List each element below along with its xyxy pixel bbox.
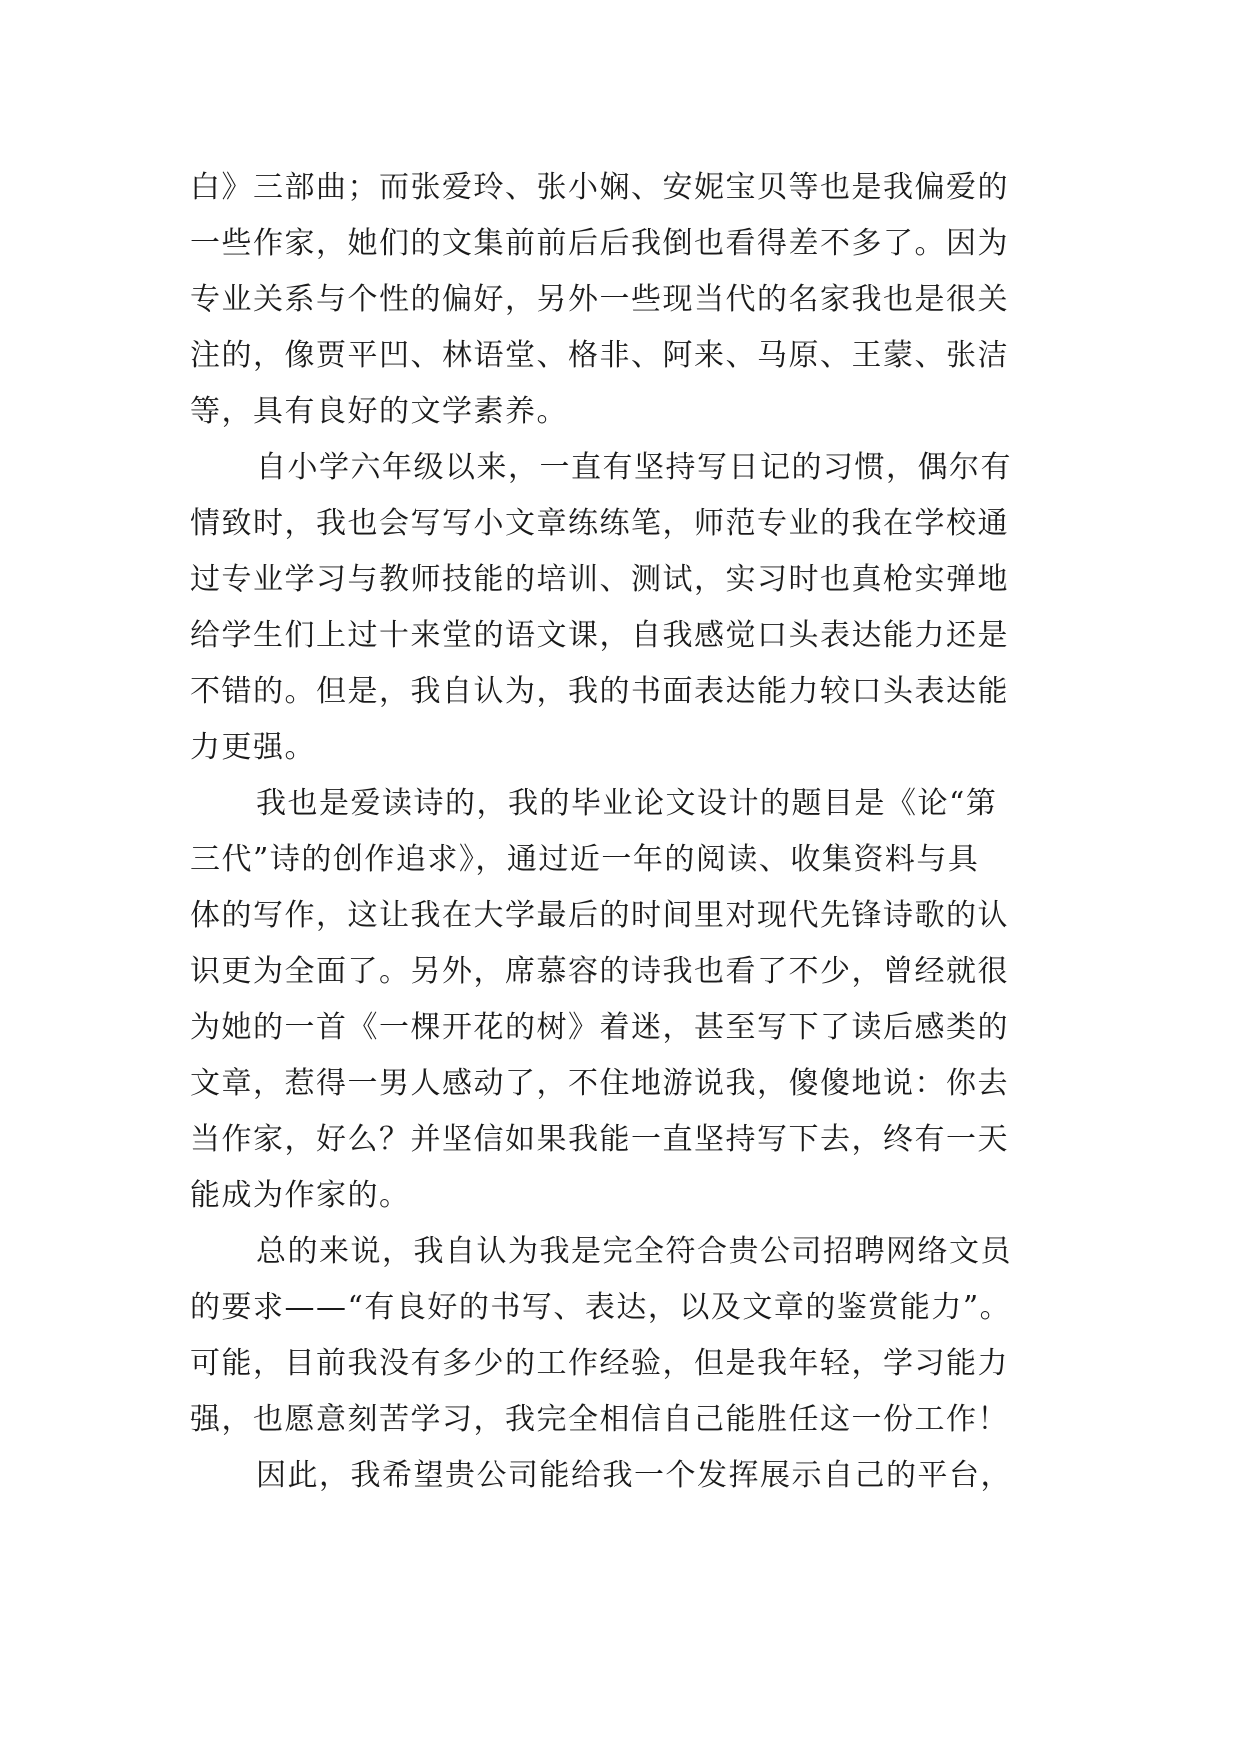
- text-line: 强，也愿意刻苦学习，我完全相信自己能胜任这一份工作！: [190, 1402, 1009, 1437]
- text-line: 等，具有良好的文学素养。: [190, 394, 568, 429]
- text-line: 情致时，我也会写写小文章练练笔，师范专业的我在学校通: [190, 506, 1009, 541]
- text-line: 体的写作，这让我在大学最后的时间里对现代先锋诗歌的认: [190, 898, 1009, 933]
- text-line: 三代”诗的创作追求》，通过近一年的阅读、收集资料与具: [190, 842, 980, 877]
- paragraph-first-line: 自小学六年级以来，一直有坚持写日记的习惯，偶尔有: [256, 450, 1012, 485]
- text-line: 专业关系与个性的偏好，另外一些现当代的名家我也是很关: [190, 282, 1009, 317]
- text-line: 可能，目前我没有多少的工作经验，但是我年轻，学习能力: [190, 1346, 1009, 1381]
- text-line: 给学生们上过十来堂的语文课，自我感觉口头表达能力还是: [190, 618, 1009, 653]
- text-line: 识更为全面了。另外，席慕容的诗我也看了不少，曾经就很: [190, 954, 1009, 989]
- text-line: 为她的一首《一棵开花的树》着迷，甚至写下了读后感类的: [190, 1010, 1009, 1045]
- text-line: 过专业学习与教师技能的培训、测试，实习时也真枪实弹地: [190, 562, 1009, 597]
- paragraph-first-line: 因此，我希望贵公司能给我一个发挥展示自己的平台，: [256, 1458, 1012, 1493]
- text-line: 一些作家，她们的文集前前后后我倒也看得差不多了。因为: [190, 226, 1009, 261]
- paragraph-first-line: 总的来说，我自认为我是完全符合贵公司招聘网络文员: [256, 1234, 1012, 1269]
- text-line: 当作家，好么？并坚信如果我能一直坚持写下去，终有一天: [190, 1122, 1009, 1157]
- text-line: 注的，像贾平凹、林语堂、格非、阿来、马原、王蒙、张洁: [190, 338, 1009, 373]
- paragraph-first-line: 我也是爱读诗的，我的毕业论文设计的题目是《论“第: [256, 786, 998, 821]
- text-line: 不错的。但是，我自认为，我的书面表达能力较口头表达能: [190, 674, 1009, 709]
- text-line: 力更强。: [190, 730, 316, 765]
- text-line: 白》三部曲；而张爱玲、张小娴、安妮宝贝等也是我偏爱的: [190, 170, 1009, 205]
- text-line: 能成为作家的。: [190, 1178, 411, 1213]
- text-line: 的要求——“有良好的书写、表达，以及文章的鉴赏能力”。: [190, 1290, 1012, 1325]
- text-line: 文章，惹得一男人感动了，不住地游说我，傻傻地说：你去: [190, 1066, 1009, 1101]
